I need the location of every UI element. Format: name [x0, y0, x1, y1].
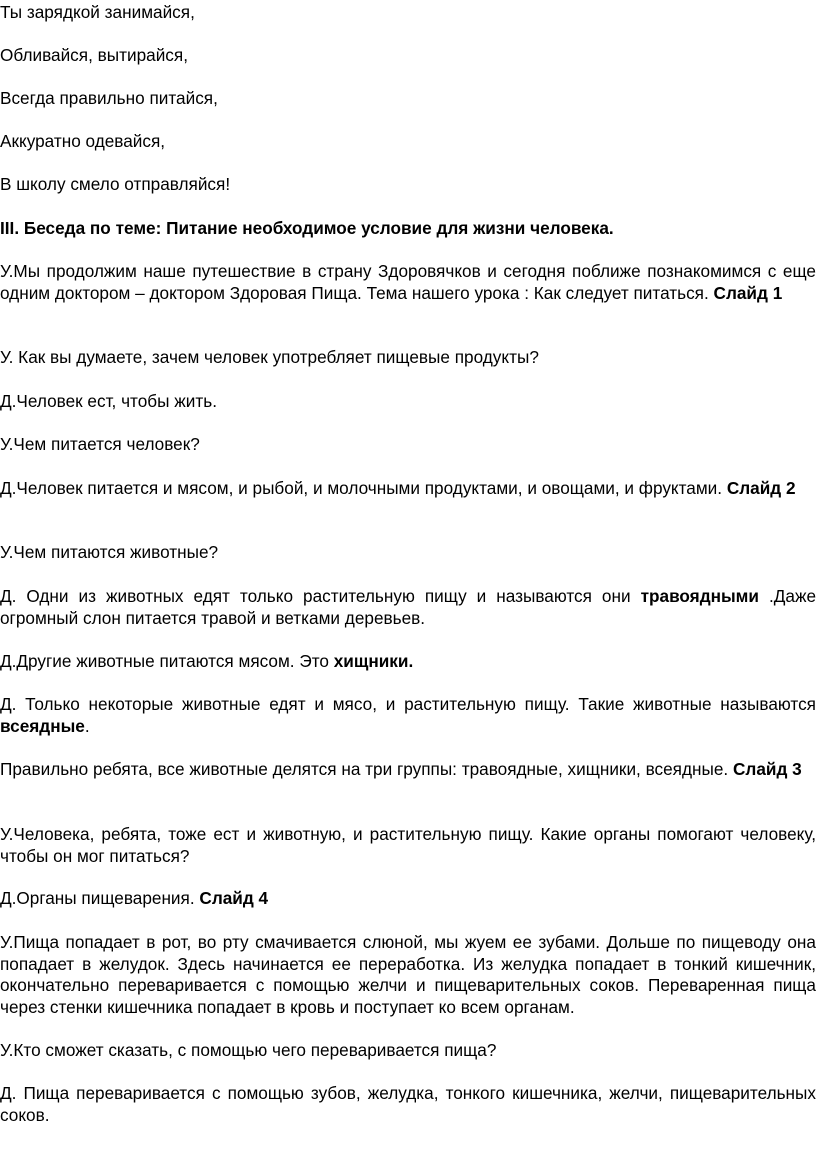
paragraph — [0, 261, 816, 304]
paragraph-text: У.Кто сможет сказать, с помощью чего переваривается пища? — [0, 1040, 497, 1060]
paragraph — [0, 347, 816, 369]
paragraph-text: .Даже огромный слон питается травой и ветками деревьев. — [0, 586, 816, 628]
paragraph — [0, 586, 816, 629]
slide-label: Слайд 2 — [726, 478, 796, 498]
paragraph-text: Д. Пища переваривается с помощью зубов, желудка, тонкого кишечника, желчи, пищеварительных соков. — [0, 1083, 816, 1125]
paragraph — [0, 932, 816, 1018]
bold-term: всеядные — [0, 715, 85, 736]
paragraph-text: Д. Одни из животных едят только растительную пищу и называются они — [0, 586, 631, 606]
paragraph-text: У. Как вы думаете, зачем человек употребляет пищевые продукты? — [0, 347, 539, 367]
paragraph-text: У.Мы продолжим наше путешествие в страну Здоровячков и сегодня поближе познакомимся с еще одним доктором – доктором Здоровая Пища. Тема нашего урока : Как следует питаться. — [0, 261, 816, 303]
paragraph-text: Д. Только некоторые животные едят и мясо, и растительную пищу. Такие животные называются — [0, 694, 816, 714]
paragraph-text: Д.Другие животные питаются мясом. Это — [0, 651, 329, 671]
bold-term: травоядными — [640, 586, 759, 606]
paragraph-text: У.Человека, ребята, тоже ест и животную, и растительную пищу. Какие органы помогают человеку, чтобы он мог питаться? — [0, 824, 816, 866]
paragraph — [0, 824, 816, 867]
paragraph-text: У.Пища попадает в рот, во рту смачивается слюной, мы жуем ее зубами. Дольше по пищеводу она попадает в желудок. Здесь начинается ее переработка. Из желудка попадает в тонкий кишечник, окончательно переваривается с помощью желчи и пищеварительных соков. Переваренная пища через стенки кишечника попадает в кровь и поступает ко всем органам. — [0, 932, 816, 1017]
paragraph-text: Д.Человек питается и мясом, и рыбой, и молочными продуктами, и овощами, и фруктами. — [0, 478, 723, 498]
paragraph — [0, 651, 816, 673]
bold-term: хищники. — [333, 651, 414, 671]
paragraph — [0, 888, 816, 910]
paragraph-text: . — [84, 715, 90, 736]
paragraph-text: У.Чем питается человек? — [0, 434, 200, 454]
section-heading: III. Беседа по теме: Питание необходимое условие для жизни человека. — [0, 218, 614, 238]
paragraph — [0, 759, 816, 781]
paragraph — [0, 694, 816, 737]
slide-label: Слайд 4 — [199, 888, 269, 908]
poem-line: Ты зарядкой занимайся, — [0, 2, 195, 22]
poem-line: Всегда правильно питайся, — [0, 88, 218, 108]
paragraph — [0, 391, 816, 413]
poem-line: Обливайся, вытирайся, — [0, 45, 188, 65]
paragraph-text: Правильно ребята, все животные делятся на три группы: травоядные, хищники, всеядные. — [0, 759, 729, 779]
paragraph — [0, 434, 816, 456]
poem-line: Аккуратно одевайся, — [0, 131, 166, 151]
slide-label: Слайд 1 — [713, 282, 783, 303]
slide-label: Слайд 3 — [732, 759, 802, 779]
paragraph — [0, 542, 816, 564]
paragraph-text: У.Чем питаются животные? — [0, 542, 219, 562]
paragraph — [0, 478, 816, 500]
poem-line: В школу смело отправляйся! — [0, 174, 231, 194]
paragraph-text: Д.Органы пищеварения. — [0, 888, 195, 908]
paragraph — [0, 1083, 816, 1126]
paragraph — [0, 1040, 816, 1062]
paragraph-text: Д.Человек ест, чтобы жить. — [0, 391, 217, 411]
